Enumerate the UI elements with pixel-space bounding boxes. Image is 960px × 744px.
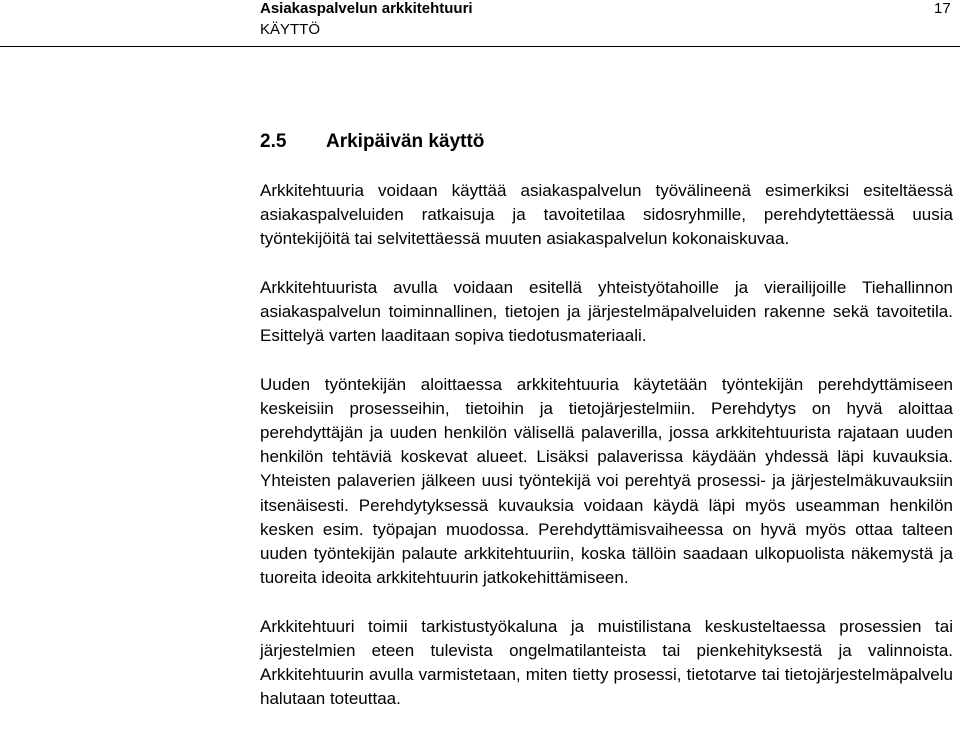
paragraph: Arkkitehtuuri toimii tarkistustyökaluna ja muistilistana keskusteltaessa prosessien tai järjestelmien eteen tulevista ongelmatilanteista tai pienkehityksestä ja valinnoista. Arkkitehtuurin avulla varmistetaan, miten tietty prosessi, tietotarve tai tietojärjestelmäpalvelu halutaan toteuttaa. <box>260 616 953 709</box>
paragraph: Arkkitehtuurista avulla voidaan esitellä yhteistyötahoille ja vierailijoille Tiehallinnon asiakaspalvelun toiminnallinen, tietojen ja järjestelmäpalveluiden rakenne sekä tavoitetila. Esittelyä varten laaditaan sopiva tiedotusmateriaali. <box>260 277 953 346</box>
paragraph: Uuden työntekijän aloittaessa arkkitehtuuria käytetään työntekijän perehdyttämiseen keskeisiin prosesseihin, tietoihin ja tietojärjestelmiin. Perehdytys on hyvä aloittaa perehdyttäjän ja uuden henkilön välisellä palaverilla, jossa arkkitehtuurista rajataan uuden henkilön tehtäviä koskevat alueet. Lisäksi palaverissa käydään yhdessä läpi kuvauksia. Yhteisten palaverien jälkeen uusi työntekijä voi perehtyä prosessi- ja järjestelmäkuvauksiin itsenäisesti. Perehdytyksessä kuvauksia voidaan käydä läpi myös useamman henkilön kesken esim. työpajan muodossa. Perehdyttämisvaiheessa on hyvä myös ottaa talteen uuden työntekijän palaute arkkitehtuuriin, koska tällöin saadaan ulkopuolista näkemystä ja tuoreita ideoita arkkitehtuurin jatkokehittämiseen. <box>260 374 953 588</box>
document-title: Asiakaspalvelun arkkitehtuuri <box>260 0 473 17</box>
page-number: 17 <box>934 0 951 17</box>
section-title: Arkipäivän käyttö <box>326 131 485 152</box>
section-number: 2.5 <box>260 131 287 152</box>
section-heading <box>260 130 484 154</box>
chapter-label: KÄYTTÖ <box>260 21 321 38</box>
page-header <box>0 0 960 46</box>
header-divider <box>0 46 960 47</box>
body-text <box>260 179 953 711</box>
paragraph: Arkkitehtuuria voidaan käyttää asiakaspalvelun työvälineenä esimerkiksi esiteltäessä asiakaspalveluiden ratkaisuja ja tavoitetilaa sidosryhmille, perehdytettäessä uusia työntekijöitä tai selvitettäessä muuten asiakaspalvelun kokonaiskuvaa. <box>260 181 953 249</box>
